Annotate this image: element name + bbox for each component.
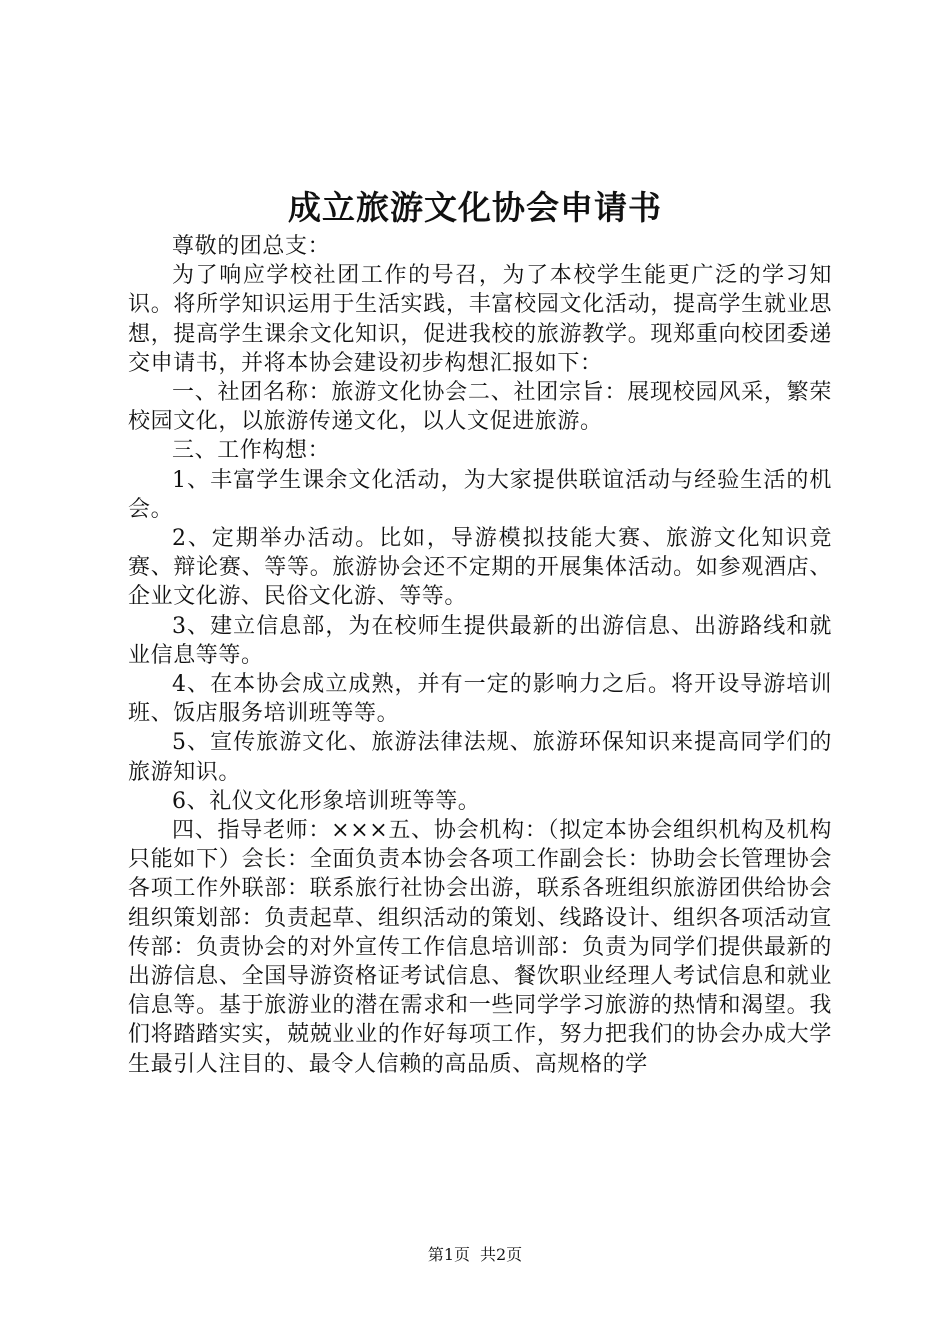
paragraph-item-6: 6、礼仪文化形象培训班等等。 [172, 788, 481, 814]
paragraph-item-1: 1、丰富学生课余文化活动，为大家提供联谊活动与经验生活的机会。 [128, 467, 832, 522]
page-total: 共2页 [480, 1245, 523, 1264]
paragraph-advisor-organization: 四、指导老师：×××五、协会机构：（拟定本协会组织机构及机构只能如下）会长：全面负责本协会各项工作副会长：协助会长管理协会各项工作外联部：联系旅行社协会出游，联系各班组织旅游团供给协会组织策划部：负责起草、组织活动的策划、线路设计、组织各项活动宣传部：负责协会的对外宣传工作信息培训部：负责为同学们提供最新的出游信息、全国导游资格证考试信息、餐饮职业经理人考试信息和就业信息等。基于旅游业的潜在需求和一些同学学习旅游的热情和渴望。我们将踏踏实实，兢兢业业的作好每项工作，努力把我们的协会办成大学生最引人注目的、最令人信赖的高品质、高规格的学 [128, 818, 832, 1077]
document-body [128, 232, 832, 1079]
paragraph-item-4: 4、在本协会成立成熟，并有一定的影响力之后。将开设导游培训班、饭店服务培训班等等。 [128, 672, 832, 727]
document-title: 成立旅游文化协会申请书 [288, 188, 662, 227]
paragraph-item-3: 3、建立信息部，为在校师生提供最新的出游信息、出游路线和就业信息等等。 [128, 613, 832, 668]
salutation: 尊敬的团总支： [172, 234, 331, 259]
paragraph-item-5: 5、宣传旅游文化、旅游法律法规、旅游环保知识来提高同学们的旅游知识。 [128, 730, 832, 785]
page-number: 第1页 [427, 1245, 470, 1264]
page-footer [0, 1244, 950, 1266]
paragraph-name-purpose: 一、社团名称：旅游文化协会二、社团宗旨：展现校园风采，繁荣校园文化，以旅游传递文化，以人文促进旅游。 [128, 380, 832, 435]
paragraph-item-2: 2、定期举办活动。比如，导游模拟技能大赛、旅游文化知识竞赛、辩论赛、等等。旅游协会还不定期的开展集体活动。如参观酒店、企业文化游、民俗文化游、等等。 [128, 526, 832, 610]
paragraph-work-heading: 三、工作构想： [172, 438, 331, 464]
paragraph-intro: 为了响应学校社团工作的号召，为了本校学生能更广泛的学习知识。将所学知识运用于生活实践，丰富校园文化活动，提高学生就业思想，提高学生课余文化知识，促进我校的旅游教学。现郑重向校团委递交申请书，并将本协会建设初步构想汇报如下： [128, 263, 832, 376]
